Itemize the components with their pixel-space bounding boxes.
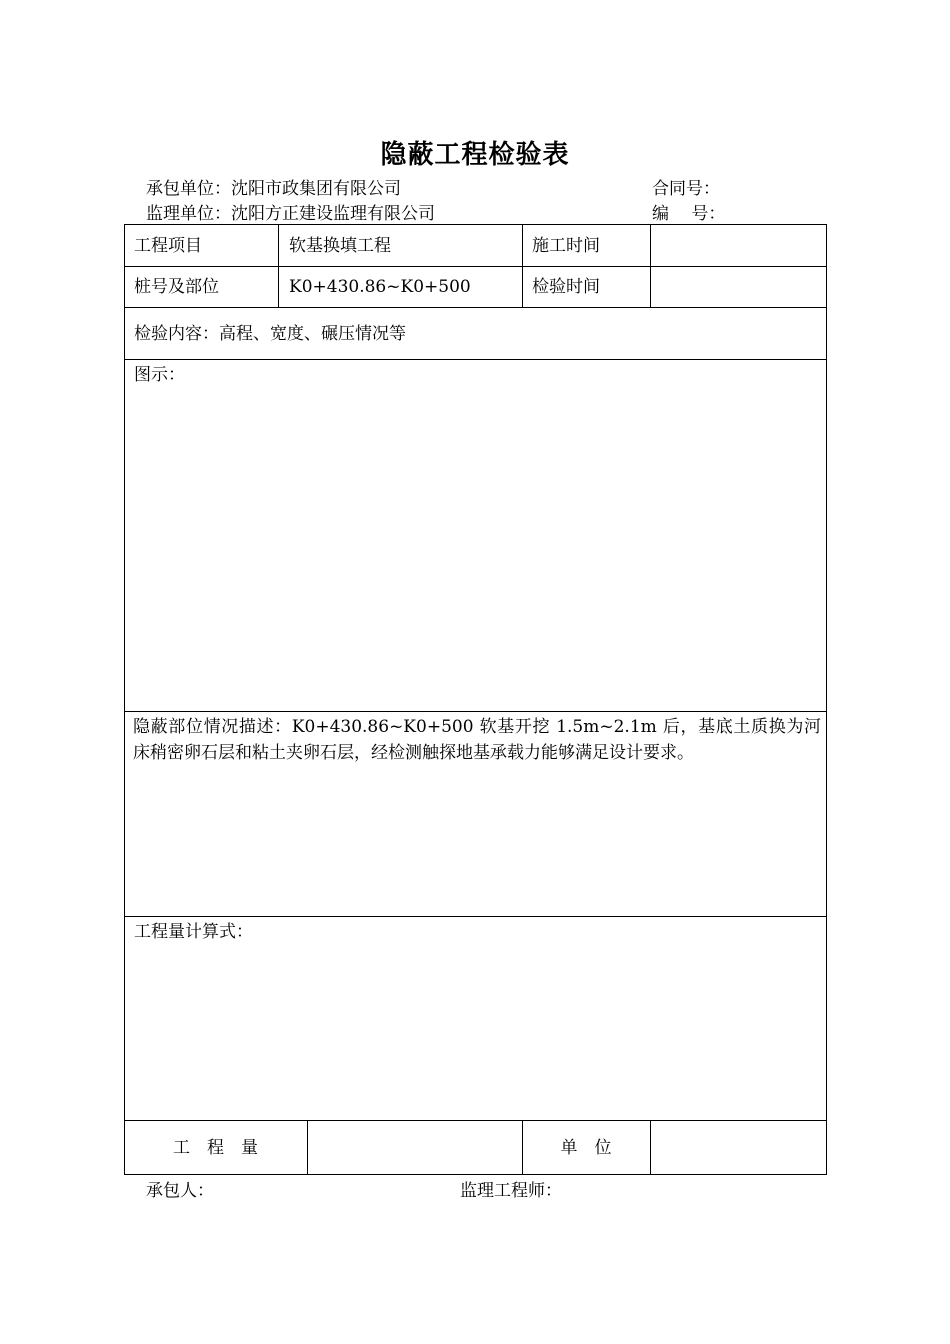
serial-number-label: 编 号： (652, 204, 726, 224)
table-divider (650, 224, 651, 308)
construction-time-label: 施工时间 (532, 236, 600, 256)
contractor-person-label: 承包人： (146, 1181, 214, 1201)
diagram-label: 图示： (134, 365, 185, 385)
unit-label: 单 位 (560, 1138, 612, 1158)
inspection-time-label: 检验时间 (532, 277, 600, 297)
table-divider (278, 224, 279, 308)
quantity-formula-label: 工程量计算式： (134, 922, 253, 942)
page-title: 隐蔽工程检验表 (380, 140, 570, 170)
project-label: 工程项目 (134, 236, 202, 256)
inspection-content: 检验内容：高程、宽度、碾压情况等 (134, 324, 406, 344)
station-value: K0+430.86~K0+500 (289, 277, 471, 297)
contractor-unit: 承包单位：沈阳市政集团有限公司 (146, 179, 401, 199)
table-border (124, 224, 827, 225)
station-label: 桩号及部位 (134, 277, 219, 297)
table-divider (124, 307, 827, 308)
supervising-engineer-label: 监理工程师： (460, 1181, 562, 1201)
table-divider (650, 1120, 651, 1175)
concealed-work-description: 隐蔽部位情况描述：K0+430.86~K0+500 软基开挖 1.5m~2.1m 后，基底土质换为河床稍密卵石层和粘土夹卵石层，经检测触探地基承载力能够满足设计要求。 (133, 717, 821, 763)
table-divider (124, 916, 827, 917)
table-border (826, 224, 827, 1175)
supervisor-unit: 监理单位：沈阳方正建设监理有限公司 (146, 204, 435, 224)
project-value: 软基换填工程 (289, 236, 391, 256)
table-divider (307, 1120, 308, 1175)
table-divider (124, 1120, 827, 1121)
table-divider (124, 359, 827, 360)
table-border (124, 224, 125, 1175)
table-divider (522, 224, 523, 308)
quantity-label: 工 程 量 (173, 1138, 258, 1158)
table-divider (124, 266, 827, 267)
contract-number-label: 合同号： (652, 179, 720, 199)
table-divider (124, 711, 827, 712)
table-border (124, 1174, 827, 1175)
